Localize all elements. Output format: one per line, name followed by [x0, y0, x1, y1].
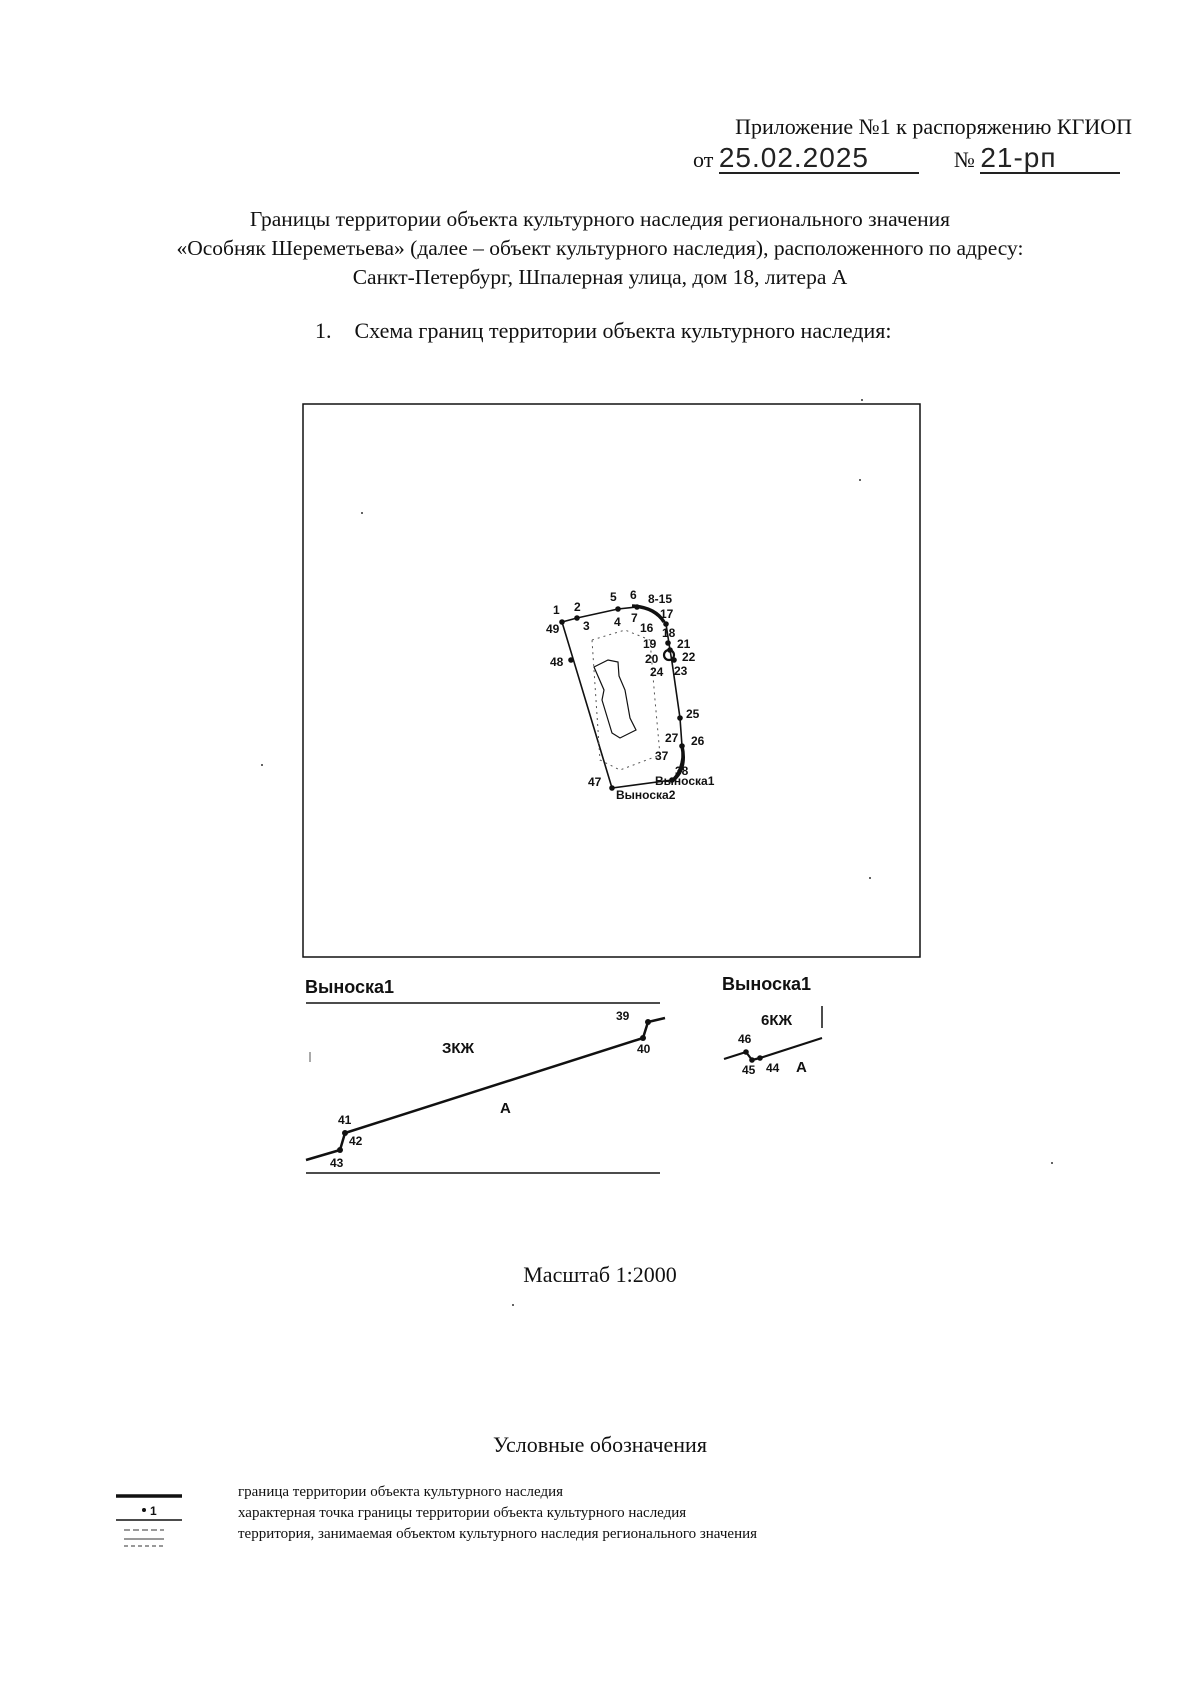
- point-label: 25: [686, 707, 700, 721]
- point-label: 4: [614, 615, 621, 629]
- point-label: 39: [616, 1009, 630, 1023]
- point-label: 38: [675, 764, 689, 778]
- inset-right-letter: А: [796, 1059, 807, 1076]
- point-label: 17: [660, 607, 674, 621]
- point-label: 46: [738, 1032, 752, 1046]
- point-label: 8-15: [648, 592, 673, 606]
- point-label: 5: [610, 590, 617, 604]
- inset-left-title: Выноска1: [305, 977, 395, 997]
- legend-point-symbol-label: 1: [150, 1504, 157, 1518]
- point-label: 19: [643, 637, 657, 651]
- callout-label-1: Выноска1: [655, 774, 715, 788]
- point-label: 41: [338, 1113, 352, 1127]
- point-label: 7: [631, 611, 638, 625]
- point-label: 16: [640, 621, 654, 635]
- appendix-heading: Приложение №1 к распоряжению КГИОП: [735, 114, 1132, 139]
- point-label: 37: [655, 749, 669, 763]
- section-text: Схема границ территории объекта культурного наследия:: [354, 318, 892, 343]
- title-line-2: «Особняк Шереметьева» (далее – объект культурного наследия), расположенного по адресу:: [176, 236, 1024, 260]
- inset-right-zone: 6КЖ: [761, 1012, 793, 1029]
- title-line-3: Санкт-Петербург, Шпалерная улица, дом 18, литера А: [352, 265, 848, 289]
- callout-label-2: Выноска2: [616, 788, 676, 802]
- inset-left: [305, 977, 665, 1173]
- point-label: 45: [742, 1063, 756, 1077]
- date-prefix: от: [693, 147, 714, 172]
- legend-title: Условные обозначения: [493, 1432, 707, 1457]
- number-prefix: №: [953, 147, 975, 172]
- inset-right-title: Выноска1: [722, 974, 812, 994]
- point-label: 26: [691, 734, 705, 748]
- point-label: 3: [583, 619, 590, 633]
- legend-item-point: характерная точка границы территории объекта культурного наследия: [238, 1505, 687, 1521]
- legend-symbols: [116, 1496, 182, 1546]
- title-line-1: Границы территории объекта культурного наследия регионального значения: [249, 207, 951, 231]
- order-date: 25.02.2025: [719, 144, 919, 174]
- building-outline: [594, 660, 636, 738]
- point-label: 2: [574, 600, 581, 614]
- point-label: 44: [766, 1061, 780, 1075]
- point-label: 48: [550, 655, 564, 669]
- inset-left-zone: ЗКЖ: [442, 1040, 475, 1057]
- legend-point-symbol: [142, 1508, 146, 1512]
- point-label: 43: [330, 1156, 344, 1170]
- point-label: 24: [650, 665, 664, 679]
- point-label: 6: [630, 588, 637, 602]
- point-label: 47: [588, 775, 602, 789]
- point-label: 22: [682, 650, 696, 664]
- map-frame: [303, 404, 920, 957]
- point-label: 23: [674, 664, 688, 678]
- point-label: 49: [546, 622, 560, 636]
- point-label: 20: [645, 652, 659, 666]
- point-label: 42: [349, 1134, 363, 1148]
- inset-left-letter: А: [500, 1100, 511, 1117]
- map-scale: Масштаб 1:2000: [523, 1262, 677, 1287]
- section-number: 1.: [315, 318, 332, 343]
- legend-item-territory: территория, занимаемая объектом культурного наследия регионального значения: [238, 1526, 758, 1542]
- inset-right: [722, 974, 822, 1077]
- point-label: 18: [662, 626, 676, 640]
- point-label: 21: [677, 637, 691, 651]
- point-label: 1: [553, 603, 560, 617]
- point-label: 27: [665, 731, 679, 745]
- order-number: 21-рп: [980, 144, 1120, 174]
- point-label: 40: [637, 1042, 651, 1056]
- legend-item-boundary: граница территории объекта культурного наследия: [238, 1484, 564, 1500]
